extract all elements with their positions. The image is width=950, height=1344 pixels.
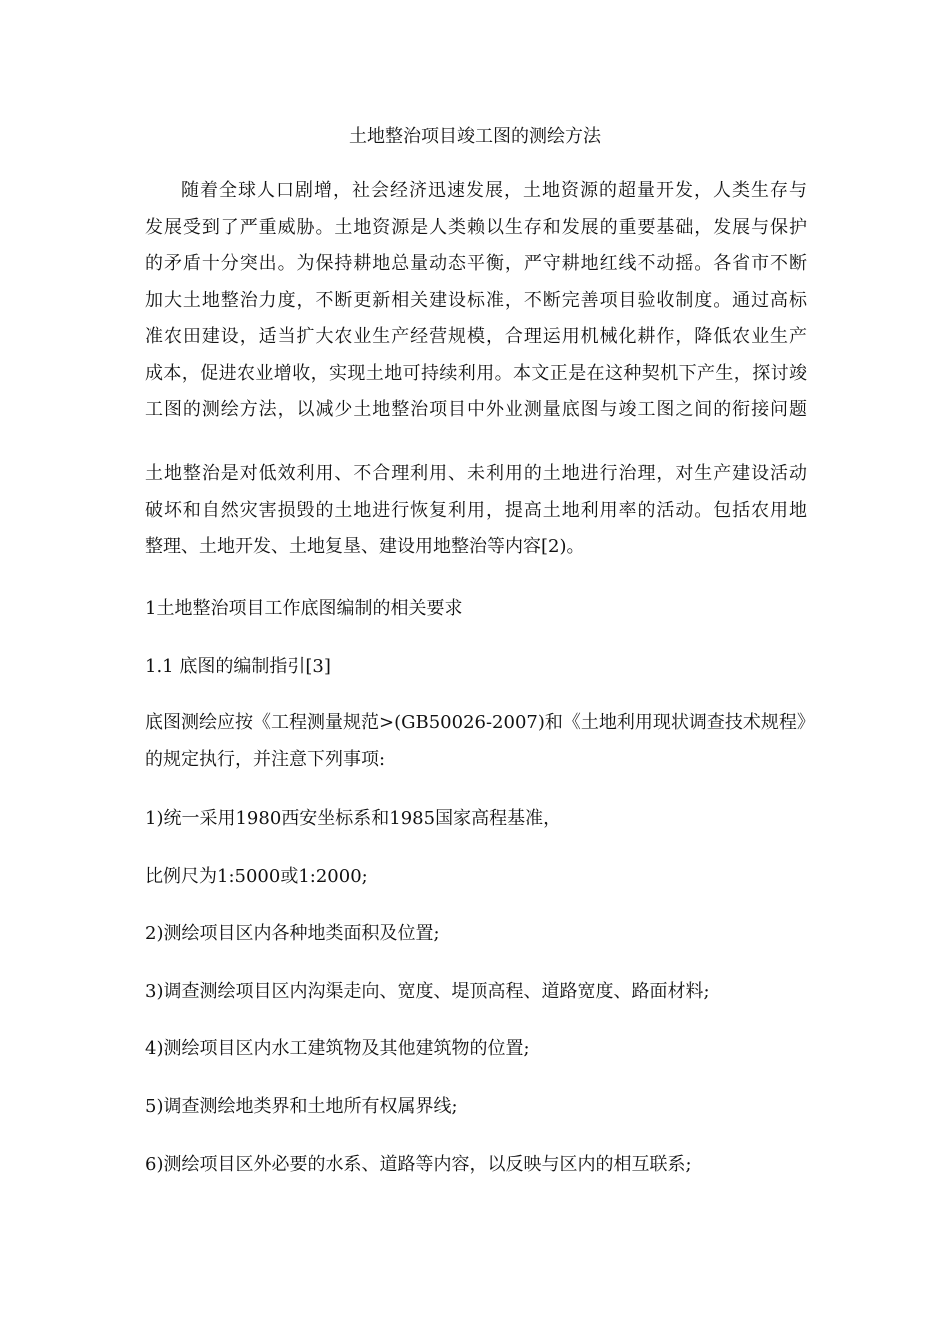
section-1-heading: 1土地整治项目工作底图编制的相关要求 bbox=[145, 598, 463, 619]
intro-line: 发展受到了严重威胁。土地资源是人类赖以生存和发展的重要基础，发展与保护 bbox=[145, 216, 807, 238]
intro-line: 工图的测绘方法，以减少土地整治项目中外业测量底图与竣工图之间的衔接问题 bbox=[145, 399, 807, 420]
intro-line: 成本，促进农业增收，实现土地可持续利用。本文正是在这种契机下产生，探讨竣 bbox=[145, 362, 807, 384]
guide-paragraph bbox=[145, 705, 815, 778]
section-1-1-heading: 1.1 底图的编制指引[3] bbox=[145, 656, 331, 677]
document-title: 土地整治项目竣工图的测绘方法 bbox=[349, 126, 601, 147]
intro-line: 随着全球人口剧增，社会经济迅速发展，土地资源的超量开发，人类生存与 bbox=[181, 180, 807, 201]
guide-line: 底图测绘应按《工程测量规范>(GB50026-2007)和《土地利用现状调查技术规程》 bbox=[145, 712, 815, 733]
definition-line: 土地整治是对低效利用、不合理利用、未利用的土地进行治理，对生产建设活动 bbox=[145, 463, 807, 484]
list-item-6: 6)测绘项目区外必要的水系、道路等内容，以反映与区内的相互联系; bbox=[145, 1154, 692, 1175]
definition-line: 整理、土地开发、土地复垦、建设用地整治等内容[2)。 bbox=[145, 536, 585, 557]
guide-line: 的规定执行，并注意下列事项: bbox=[145, 748, 386, 770]
list-item-scale: 比例尺为1:5000或1:2000; bbox=[145, 866, 368, 887]
intro-line: 准农田建设，适当扩大农业生产经营规模，合理运用机械化耕作，降低农业生产 bbox=[145, 326, 807, 347]
definition-paragraph bbox=[145, 456, 807, 566]
definition-line: 破坏和自然灾害损毁的土地进行恢复利用，提高土地利用率的活动。包括农用地 bbox=[145, 499, 807, 521]
intro-line: 加大土地整治力度，不断更新相关建设标准，不断完善项目验收制度。通过高标 bbox=[145, 289, 807, 311]
list-item-4: 4)测绘项目区内水工建筑物及其他建筑物的位置; bbox=[145, 1038, 530, 1059]
intro-paragraph bbox=[145, 173, 807, 429]
list-item-5: 5)调查测绘地类界和土地所有权属界线; bbox=[145, 1096, 458, 1117]
intro-line: 的矛盾十分突出。为保持耕地总量动态平衡，严守耕地红线不动摇。各省市不断 bbox=[145, 253, 807, 274]
list-item-1: 1)统一采用1980西安坐标系和1985国家高程基准， bbox=[145, 808, 562, 829]
list-item-2: 2)测绘项目区内各种地类面积及位置; bbox=[145, 923, 440, 944]
list-item-3: 3)调查测绘项目区内沟渠走向、宽度、堤顶高程、道路宽度、路面材料; bbox=[145, 981, 710, 1002]
